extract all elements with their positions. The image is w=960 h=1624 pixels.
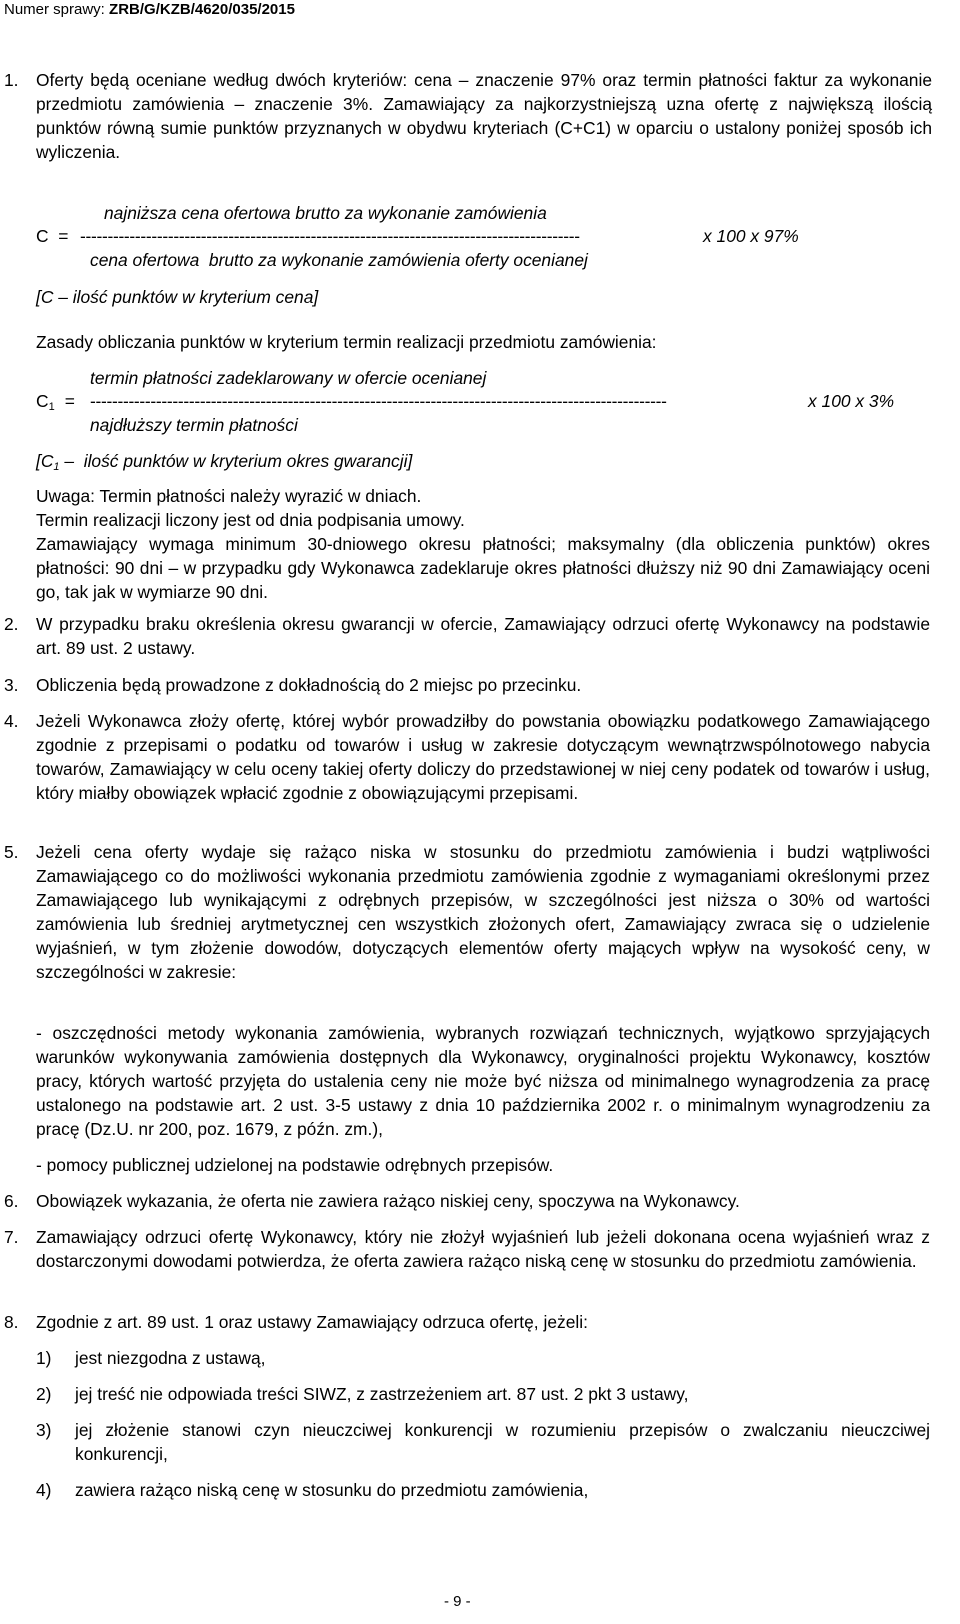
item-8-number: 8. [4, 1312, 19, 1332]
item-8-text: Zgodnie z art. 89 ust. 1 oraz ustawy Zamawiający odrzuca ofertę, jeżeli: [36, 1312, 588, 1332]
formula-c1-numerator: termin płatności zadeklarowany w ofercie ocenianej [90, 368, 487, 388]
remark-paragraph: Zamawiający wymaga minimum 30-dniowego okresu płatności; maksymalny (dla obliczenia punktów) okres płatności: 90 dni – w przypadku gdy Wykonawca zadeklaruje okres płatności dłuższy niż 90 dni Zamawiający oceni go, tak jak w wymiarze 90 dni. [36, 534, 930, 602]
item-4-text: Jeżeli Wykonawca złoży ofertę, której wybór prowadziłby do powstania obowiązku podatkowego Zamawiającego zgodnie z przepisami o podatku od towarów i usług w zakresie dotyczącym wewnątrzwspólnotowego nabycia towarów, Zamawiający w celu oceny takiej oferty doliczy do przedstawionej w niej ceny podatek od towarów i usług, który miałby obowiązek wpłacić zgodnie z obowiązującymi przepisami. [36, 711, 930, 803]
item-3-text: Obliczenia będą prowadzone z dokładnością do 2 miejsc po przecinku. [36, 675, 582, 695]
page-header [4, 1, 295, 19]
item-5-sub-2: - pomocy publicznej udzielonej na podstawie odrębnych przepisów. [36, 1155, 554, 1175]
item-2-text: W przypadku braku określenia okresu gwarancji w ofercie, Zamawiający odrzuci ofertę Wykonawcy na podstawie art. 89 ust. 2 ustawy. [36, 614, 930, 658]
formula-c-denominator: cena ofertowa brutto za wykonanie zamówienia oferty ocenianej [90, 250, 588, 270]
list-item-number: 4) [36, 1480, 52, 1500]
formula-c1-lhs-c: C [36, 391, 49, 411]
list-item-text: jest niezgodna z ustawą, [75, 1348, 266, 1368]
formula-c1-lhs-eq: = [64, 391, 75, 411]
remark-line-1: Uwaga: Termin płatności należy wyrazić w dniach. [36, 486, 422, 506]
item-5-text: Jeżeli cena oferty wydaje się rażąco niska w stosunku do przedmiotu zamówienia i budzi wątpliwości Zamawiającego co do możliwości wykonania przedmiotu zamówienia zgodnie z wymaganiami określonymi przez Zamawiającego lub wynikającymi z odrębnych przepisów, w szczególności jest niższa o 30% od wartości zamówienia lub średniej arytmetycznej cen wszystkich złożonych ofert, Zamawiający zwraca się o udzielenie wyjaśnień, w tym złożenie dowodów, dotyczących elementów oferty mających wpływ na wysokość ceny, w szczególności w zakresie: [36, 842, 930, 982]
item-3-number: 3. [4, 675, 19, 695]
item-7-number: 7. [4, 1227, 19, 1247]
item-1-text [36, 68, 932, 164]
remark-line-2: Termin realizacji liczony jest od dnia podpisania umowy. [36, 510, 465, 530]
formula-c-note: [C – ilość punktów w kryterium cena] [36, 287, 319, 307]
formula-c-fraction-line: ------------------------------------------------------------------------------------------- [80, 226, 580, 246]
formula-c1-note-pre: [C [36, 451, 54, 471]
formula-c-multiplier: x 100 x 97% [703, 226, 799, 246]
item-5-sub-1: - oszczędności metody wykonania zamówienia, wybranych rozwiązań technicznych, wyjątkowo sprzyjających warunków wykonywania zamówienia dostępnych dla Wykonawcy, oryginalności projektu Wykonawcy, kosztów pracy, których wartość przyjęta do ustalenia ceny nie może być niższa od minimalnego wynagrodzenia za pracę ustalonego na podstawie art. 2 ust. 3-5 ustawy z dnia 10 października 2002 r. o minimalnym wynagrodzeniu za pracę (Dz.U. nr 200, poz. 1679, z późn. zm.), [36, 1023, 930, 1139]
formula-c-lhs: C = [36, 226, 69, 246]
formula-c1-note-dash: – [59, 451, 79, 471]
list-item-text: jej złożenie stanowi czyn nieuczciwej konkurencji w rozumieniu przepisów o zwalczaniu nieuczciwej konkurencji, [75, 1420, 930, 1464]
item-6-text: Obowiązek wykazania, że oferta nie zawiera rażąco niskiej ceny, spoczywa na Wykonawcy. [36, 1191, 740, 1211]
case-label: Numer sprawy: [4, 1, 110, 18]
item-1-body: Oferty będą oceniane według dwóch kryteriów: cena – znaczenie 97% oraz termin płatności faktur za wykonanie przedmiotu zamówienia – znaczenie 3%. Zamawiający za najkorzystniejszą uzna ofertę z największą ilością punktów równą sumie punktów przyznanych w obydwu kryteriach (C+C1) w oparciu o ustalony poniżej sposób ich wyliczenia. [36, 70, 932, 162]
list-item-text: jej treść nie odpowiada treści SIWZ, z zastrzeżeniem art. 87 ust. 2 pkt 3 ustawy, [75, 1384, 689, 1404]
formula-c1-lhs [36, 389, 75, 419]
list-item-number: 3) [36, 1420, 52, 1440]
list-item-text: zawiera rażąco niską cenę w stosunku do przedmiotu zamówienia, [75, 1480, 589, 1500]
formula-c1-lhs-sub: 1 [48, 401, 55, 413]
item-1-number: 1. [4, 70, 19, 90]
page-number: - 9 - [444, 1593, 471, 1610]
list-item-number: 2) [36, 1384, 52, 1404]
item-4-number: 4. [4, 711, 19, 731]
case-number: ZRB/G/KZB/4620/035/2015 [109, 1, 295, 18]
item-6-number: 6. [4, 1191, 19, 1211]
item-7-text: Zamawiający odrzuci ofertę Wykonawcy, który nie złożył wyjaśnień lub jeżeli dokonana ocena wyjaśnień wraz z dostarczonymi dowodami potwierdza, że oferta zawiera rażąco niską cenę w stosunku do przedmiotu zamówienia. [36, 1227, 930, 1271]
section-title: Zasady obliczania punktów w kryterium termin realizacji przedmiotu zamówienia: [36, 332, 657, 352]
item-2-number: 2. [4, 614, 19, 634]
formula-c-numerator: najniższa cena ofertowa brutto za wykonanie zamówienia [104, 203, 547, 223]
item-5-number: 5. [4, 842, 19, 862]
list-item-number: 1) [36, 1348, 52, 1368]
formula-c1-denominator: najdłuższy termin płatności [90, 415, 298, 435]
formula-c1-note-sub: 1 [53, 461, 60, 473]
formula-c1-note [36, 449, 412, 479]
formula-c1-fraction-line: --------------------------------------------------------------------------------------------------------- [90, 391, 667, 411]
formula-c1-note-post: ilość punktów w kryterium okres gwarancji] [78, 451, 413, 471]
formula-c1-multiplier: x 100 x 3% [808, 391, 895, 411]
